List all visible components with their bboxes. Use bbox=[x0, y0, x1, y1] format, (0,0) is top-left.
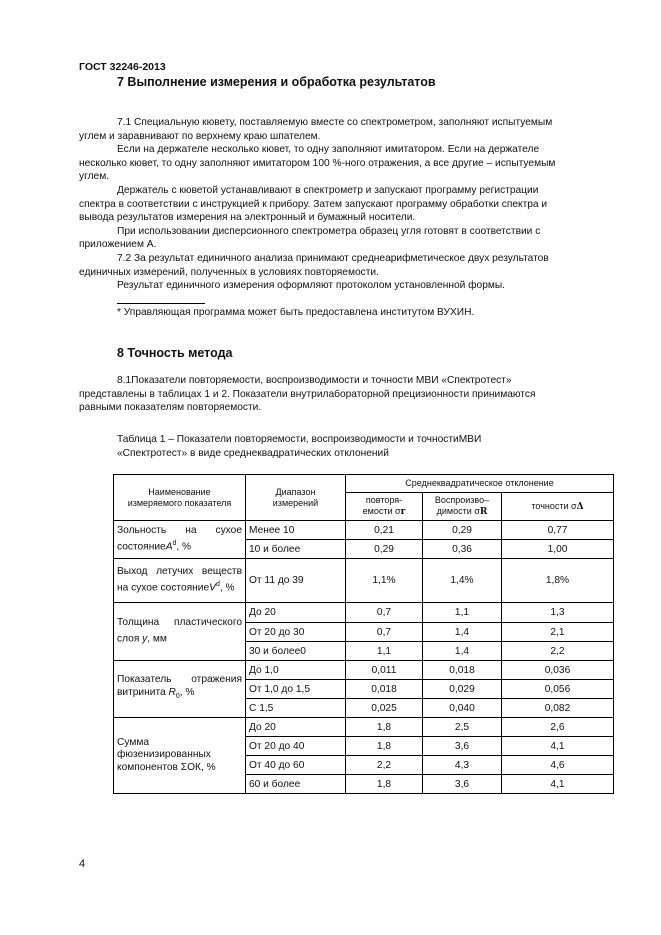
column-header-group: Среднеквадратическое отклонение bbox=[346, 475, 614, 493]
cell-accuracy: 1,8% bbox=[502, 559, 614, 603]
paragraph-line: При использовании дисперсионного спектрометра образец угля готовят в соответствии с bbox=[117, 225, 541, 237]
column-header-repeatability bbox=[346, 493, 423, 521]
table-caption bbox=[117, 433, 547, 460]
cell-reproducibility: 1,1 bbox=[423, 603, 502, 623]
indicator-name-part: V bbox=[209, 582, 216, 594]
cell-range: 10 и более bbox=[246, 540, 346, 559]
cell-repeatability: 2,2 bbox=[346, 756, 423, 775]
header-symbol: R bbox=[479, 507, 488, 517]
paragraph-line: Держатель с кюветой устанавливают в спектрометр и запускают программу регистрации bbox=[117, 184, 539, 196]
cell-repeatability: 0,7 bbox=[346, 623, 423, 642]
cell-indicator-name bbox=[114, 718, 246, 794]
cell-repeatability: 1,1 bbox=[346, 642, 423, 661]
document-header: ГОСТ 32246-2013 bbox=[79, 61, 166, 73]
cell-range: До 20 bbox=[246, 718, 346, 737]
paragraph-line: 7.2 За результат единичного анализа принимают среднеарифметическое двух результатов bbox=[117, 252, 549, 264]
cell-range: До 1,0 bbox=[246, 661, 346, 680]
indicator-name-part: Сумма фюзенизированных компонентов ΣОК, % bbox=[117, 736, 216, 773]
indicator-name-part: d bbox=[172, 539, 177, 547]
cell-accuracy: 2,6 bbox=[502, 718, 614, 737]
cell-repeatability: 0,7 bbox=[346, 603, 423, 623]
cell-reproducibility: 1,4 bbox=[423, 642, 502, 661]
page-number: 4 bbox=[79, 858, 86, 870]
indicator-name-part: , % bbox=[176, 541, 192, 553]
footnote-rule bbox=[117, 303, 205, 304]
cell-repeatability: 1,1% bbox=[346, 559, 423, 603]
indicator-name-part: 0 bbox=[175, 693, 180, 701]
cell-repeatability: 0,29 bbox=[346, 540, 423, 559]
cell-accuracy: 0,036 bbox=[502, 661, 614, 680]
header-text: димости σ bbox=[436, 506, 480, 516]
paragraph-line: 7.1 Специальную кювету, поставляемую вместе со спектрометром, заполняют испытуемым bbox=[117, 117, 553, 128]
header-text: Диапазон bbox=[275, 486, 316, 497]
table-row bbox=[114, 603, 614, 623]
paragraph-line: Результат единичного измерения оформляют протоколом установленной формы. bbox=[117, 280, 506, 292]
cell-accuracy: 0,77 bbox=[502, 521, 614, 540]
accuracy-table bbox=[113, 474, 614, 794]
table-row bbox=[114, 521, 614, 540]
cell-reproducibility: 4,3 bbox=[423, 756, 502, 775]
indicator-name-part: R bbox=[168, 686, 176, 698]
cell-range: До 20 bbox=[246, 603, 346, 623]
indicator-name-part: , % bbox=[179, 686, 195, 698]
cell-reproducibility: 2,5 bbox=[423, 718, 502, 737]
cell-accuracy: 4,1 bbox=[502, 775, 614, 794]
header-text: измерений bbox=[272, 497, 319, 508]
cell-accuracy: 0,082 bbox=[502, 699, 614, 718]
cell-accuracy: 2,1 bbox=[502, 623, 614, 642]
table-caption-line: Таблица 1 – Показатели повторяемости, воспроизводимости и точностиМВИ bbox=[117, 434, 482, 445]
indicator-name-part: d bbox=[215, 580, 220, 588]
paragraph-line: углем и заравнивают по верхнему краю шпателем. bbox=[79, 130, 321, 142]
paragraph-line: приложением А. bbox=[79, 239, 157, 251]
cell-indicator-name bbox=[114, 559, 246, 603]
cell-reproducibility: 1,4% bbox=[423, 559, 502, 603]
table-row bbox=[114, 661, 614, 680]
cell-range: От 11 до 39 bbox=[246, 559, 346, 603]
column-header-range bbox=[246, 475, 346, 521]
column-header-accuracy bbox=[502, 493, 614, 521]
paragraph-line: углем. bbox=[79, 171, 110, 183]
header-symbol: Δ bbox=[576, 501, 584, 512]
header-symbol: r bbox=[400, 507, 406, 517]
cell-accuracy: 0,056 bbox=[502, 680, 614, 699]
cell-range: От 40 до 60 bbox=[246, 756, 346, 775]
cell-reproducibility: 1,4 bbox=[423, 623, 502, 642]
cell-repeatability: 0,011 bbox=[346, 661, 423, 680]
cell-range: От 20 до 40 bbox=[246, 737, 346, 756]
indicator-name-part: , мм bbox=[147, 633, 167, 645]
cell-accuracy: 4,6 bbox=[502, 756, 614, 775]
header-text: Наименование bbox=[148, 486, 211, 497]
paragraph-line: равными показателям повторяемости. bbox=[79, 402, 262, 414]
table-body bbox=[114, 521, 614, 794]
cell-reproducibility: 0,029 bbox=[423, 680, 502, 699]
cell-accuracy: 1,3 bbox=[502, 603, 614, 623]
cell-range: 30 и более0 bbox=[246, 642, 346, 661]
paragraph-line: спектра в соответствии с инструкцией к прибору. Затем запускают программу обработки спектра и bbox=[79, 198, 548, 210]
indicator-name-part: , % bbox=[219, 582, 235, 594]
cell-repeatability: 0,018 bbox=[346, 680, 423, 699]
cell-accuracy: 2,2 bbox=[502, 642, 614, 661]
section-8-title: 8 Точность метода bbox=[117, 346, 233, 360]
indicator-name-part: Показатель отражения витринита bbox=[117, 674, 242, 698]
footnote: * Управляющая программа может быть предоставлена институтом ВУХИН. bbox=[117, 307, 475, 318]
paragraph-line: единичных измерений, полученных в условиях повторяемости. bbox=[79, 266, 379, 278]
header-text: Воспроизво– bbox=[434, 495, 490, 505]
header-text: измеряемого показателя bbox=[127, 497, 232, 508]
header-text: емости σ bbox=[362, 506, 401, 516]
paragraph-line: 8.1Показатели повторяемости, воспроизводимости и точности МВИ «Спектротест» bbox=[117, 375, 512, 386]
section-7-body bbox=[79, 116, 615, 293]
section-8-body bbox=[79, 374, 615, 415]
cell-accuracy: 1,00 bbox=[502, 540, 614, 559]
paragraph-line: представлены в таблицах 1 и 2. Показатели внутрилабораторной прецизионности принимаются bbox=[79, 388, 536, 400]
cell-range: От 20 до 30 bbox=[246, 623, 346, 642]
cell-indicator-name bbox=[114, 521, 246, 559]
table-row bbox=[114, 718, 614, 737]
table-row bbox=[114, 559, 614, 603]
cell-indicator-name bbox=[114, 603, 246, 661]
cell-repeatability: 0,21 bbox=[346, 521, 423, 540]
paragraph-line: несколько кювет, то одну заполняют имитатором 100 %-ного отражения, а все другие – испытуемым bbox=[79, 157, 556, 169]
column-header-name bbox=[114, 475, 246, 521]
cell-repeatability: 1,8 bbox=[346, 718, 423, 737]
paragraph-line: вывода результатов измерения на электронный и бумажный носители. bbox=[79, 212, 416, 224]
cell-indicator-name bbox=[114, 661, 246, 718]
cell-reproducibility: 3,6 bbox=[423, 737, 502, 756]
cell-repeatability: 1,8 bbox=[346, 737, 423, 756]
cell-reproducibility: 0,36 bbox=[423, 540, 502, 559]
header-text: повторя- bbox=[365, 495, 403, 505]
indicator-name-part: A bbox=[165, 541, 173, 553]
cell-range: 60 и более bbox=[246, 775, 346, 794]
cell-reproducibility: 0,018 bbox=[423, 661, 502, 680]
cell-reproducibility: 0,040 bbox=[423, 699, 502, 718]
cell-repeatability: 0,025 bbox=[346, 699, 423, 718]
cell-accuracy: 4,1 bbox=[502, 737, 614, 756]
cell-range: С 1,5 bbox=[246, 699, 346, 718]
cell-range: От 1,0 до 1,5 bbox=[246, 680, 346, 699]
indicator-name-part: y bbox=[142, 633, 148, 645]
cell-reproducibility: 0,29 bbox=[423, 521, 502, 540]
indicator-name-part: Выход летучих веществ на сухое состояние bbox=[117, 566, 242, 594]
cell-reproducibility: 3,6 bbox=[423, 775, 502, 794]
column-header-reproducibility bbox=[423, 493, 502, 521]
table-caption-line: «Спектротест» в виде среднеквадратических отклонений bbox=[117, 447, 389, 459]
indicator-name-part: Толщина пластического слоя bbox=[117, 617, 242, 645]
paragraph-line: Если на держателе несколько кювет, то одну заполняют имитатором. Если на держателе bbox=[117, 144, 540, 156]
section-7-title: 7 Выполнение измерения и обработка результатов bbox=[117, 75, 436, 89]
cell-repeatability: 1,8 bbox=[346, 775, 423, 794]
indicator-name-part: Зольность на сухое состояние bbox=[117, 525, 242, 553]
header-text: точности σ bbox=[531, 500, 577, 511]
cell-range: Менее 10 bbox=[246, 521, 346, 540]
